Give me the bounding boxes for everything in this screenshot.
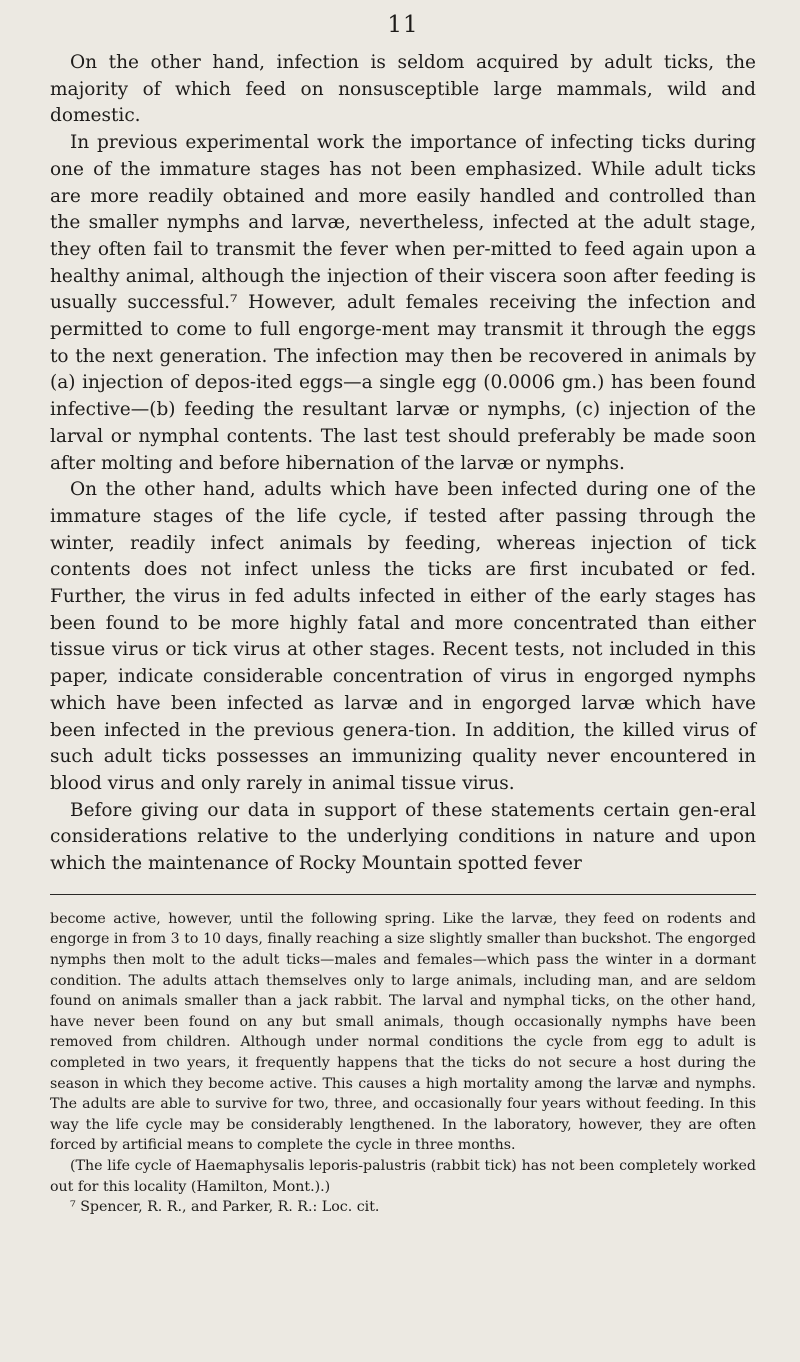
footnote-divider — [50, 894, 756, 895]
footnotes — [50, 909, 756, 1218]
paragraph-4: Before giving our data in support of these statements certain gen-eral considerations relative to the underlying conditions in nature and upon which the maintenance of Rocky Mountain spotted fever — [50, 799, 756, 875]
footnote-continuation: become active, however, until the following spring. Like the larvæ, they feed on rodents and engorge in from 3 to 10 days, finally reaching a size slightly smaller than buckshot. The engorged nymphs then molt to the adult ticks—males and females—which pass the winter in a dormant condition. The adults attach themselves only to large animals, including man, and are seldom found on animals smaller than a jack rabbit. The larval and nymphal ticks, on the other hand, have never been found on any but small animals, though occasionally nymphs have been removed from children. Although under normal conditions the cycle from egg to adult is completed in two years, it frequently happens that the ticks do not secure a host during the season in which they become active. This causes a high mortality among the larvæ and nymphs. The adults are able to survive for two, three, and occasionally four years without feeding. In this way the life cycle may be considerably lengthened. In the laboratory, however, they are often forced by artificial means to complete the cycle in three months. — [50, 910, 756, 1154]
main-text — [50, 50, 756, 878]
paragraph-3: On the other hand, adults which have been infected during one of the immature stages of the life cycle, if tested after passing through the winter, readily infect animals by feeding, whereas injection of tick contents does not infect unless the ticks are first incubated or fed. Further, the virus in fed adults infected in either of the early stages has been found to be more highly fatal and more concentrated than either tissue virus or tick virus at other stages. Recent tests, not included in this paper, indicate considerable concentration of virus in engorged nymphs which have been infected as larvæ and in engorged larvæ which have been infected in the previous genera-tion. In addition, the killed virus of such adult ticks possesses an immunizing quality never encountered in blood virus and only rarely in animal tissue virus. — [50, 479, 756, 794]
footnote-life-cycle-note: (The life cycle of Haemaphysalis leporis-palustris (rabbit tick) has not been completely worked out for this locality (Hamilton, Mont.).) — [50, 1157, 756, 1195]
paragraph-1: On the other hand, infection is seldom acquired by adult ticks, the majority of which feed on nonsusceptible large mammals, wild and domestic. — [50, 52, 756, 127]
page-number: 11 — [387, 12, 419, 38]
footnote-reference-7: ⁷ Spencer, R. R., and Parker, R. R.: Loc. cit. — [70, 1199, 380, 1216]
paragraph-2: In previous experimental work the importance of infecting ticks during one of the immature stages has not been emphasized. While adult ticks are more readily obtained and more easily handled and controlled than the smaller nymphs and larvæ, nevertheless, infected at the adult stage, they often fail to transmit the fever when per-mitted to feed again upon a healthy animal, although the injection of their viscera soon after feeding is usually successful.⁷ However, adult females receiving the infection and permitted to come to full engorge-ment may transmit it through the eggs to the next generation. The infection may then be recovered in animals by (a) injection of depos-ited eggs—a single egg (0.0006 gm.) has been found infective—(b) feeding the resultant larvæ or nymphs, (c) injection of the larval or nymphal contents. The last test should preferably be made soon after molting and before hibernation of the larvæ or nymphs. — [50, 132, 756, 474]
